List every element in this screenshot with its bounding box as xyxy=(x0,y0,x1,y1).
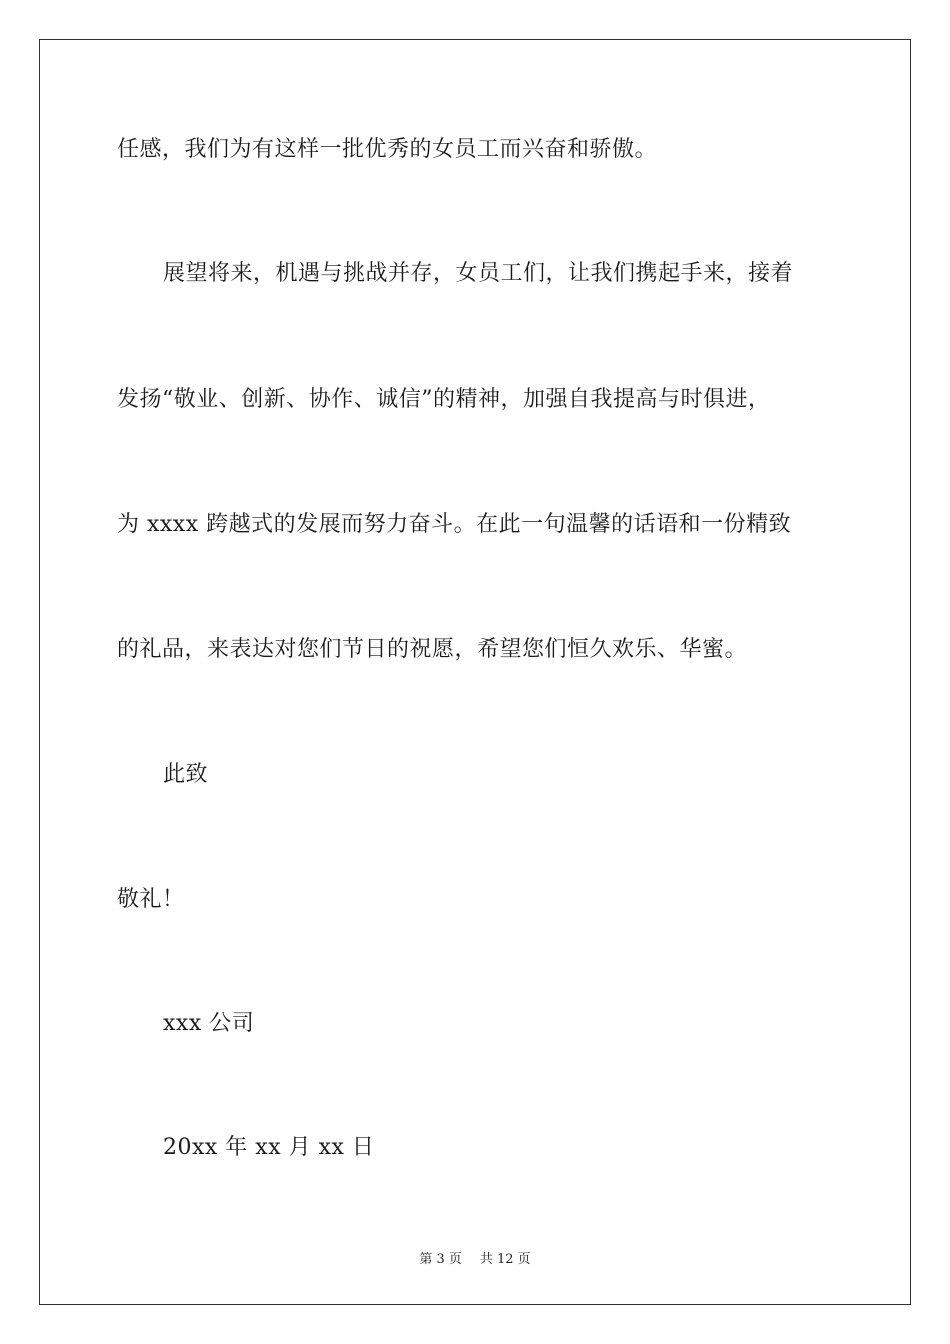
closing-regards: 敬礼！ xyxy=(117,887,185,912)
closing-salutation: 此致 xyxy=(163,762,209,787)
page-number: 第 3 页 xyxy=(419,1252,462,1267)
body-text-line: 发扬“敬业、创新、协作、诚信”的精神，加强自我提高与时俱进， xyxy=(117,387,771,412)
page-border xyxy=(39,39,911,1305)
body-text-line: 展望将来，机遇与挑战并存，女员工们，让我们携起手来，接着 xyxy=(163,261,794,286)
body-text-line: 为 xxxx 跨越式的发展而努力奋斗。在此一句温馨的话语和一份精致 xyxy=(117,512,792,537)
letter-date: 20xx 年 xx 月 xx 日 xyxy=(163,1135,375,1160)
sender-company: xxx 公司 xyxy=(163,1011,255,1036)
page-footer xyxy=(0,1248,950,1267)
body-text-line: 任感，我们为有这样一批优秀的女员工而兴奋和骄傲。 xyxy=(117,137,658,162)
body-text-line: 的礼品，来表达对您们节日的祝愿，希望您们恒久欢乐、华蜜。 xyxy=(117,637,748,662)
page-total: 共 12 页 xyxy=(479,1252,531,1267)
